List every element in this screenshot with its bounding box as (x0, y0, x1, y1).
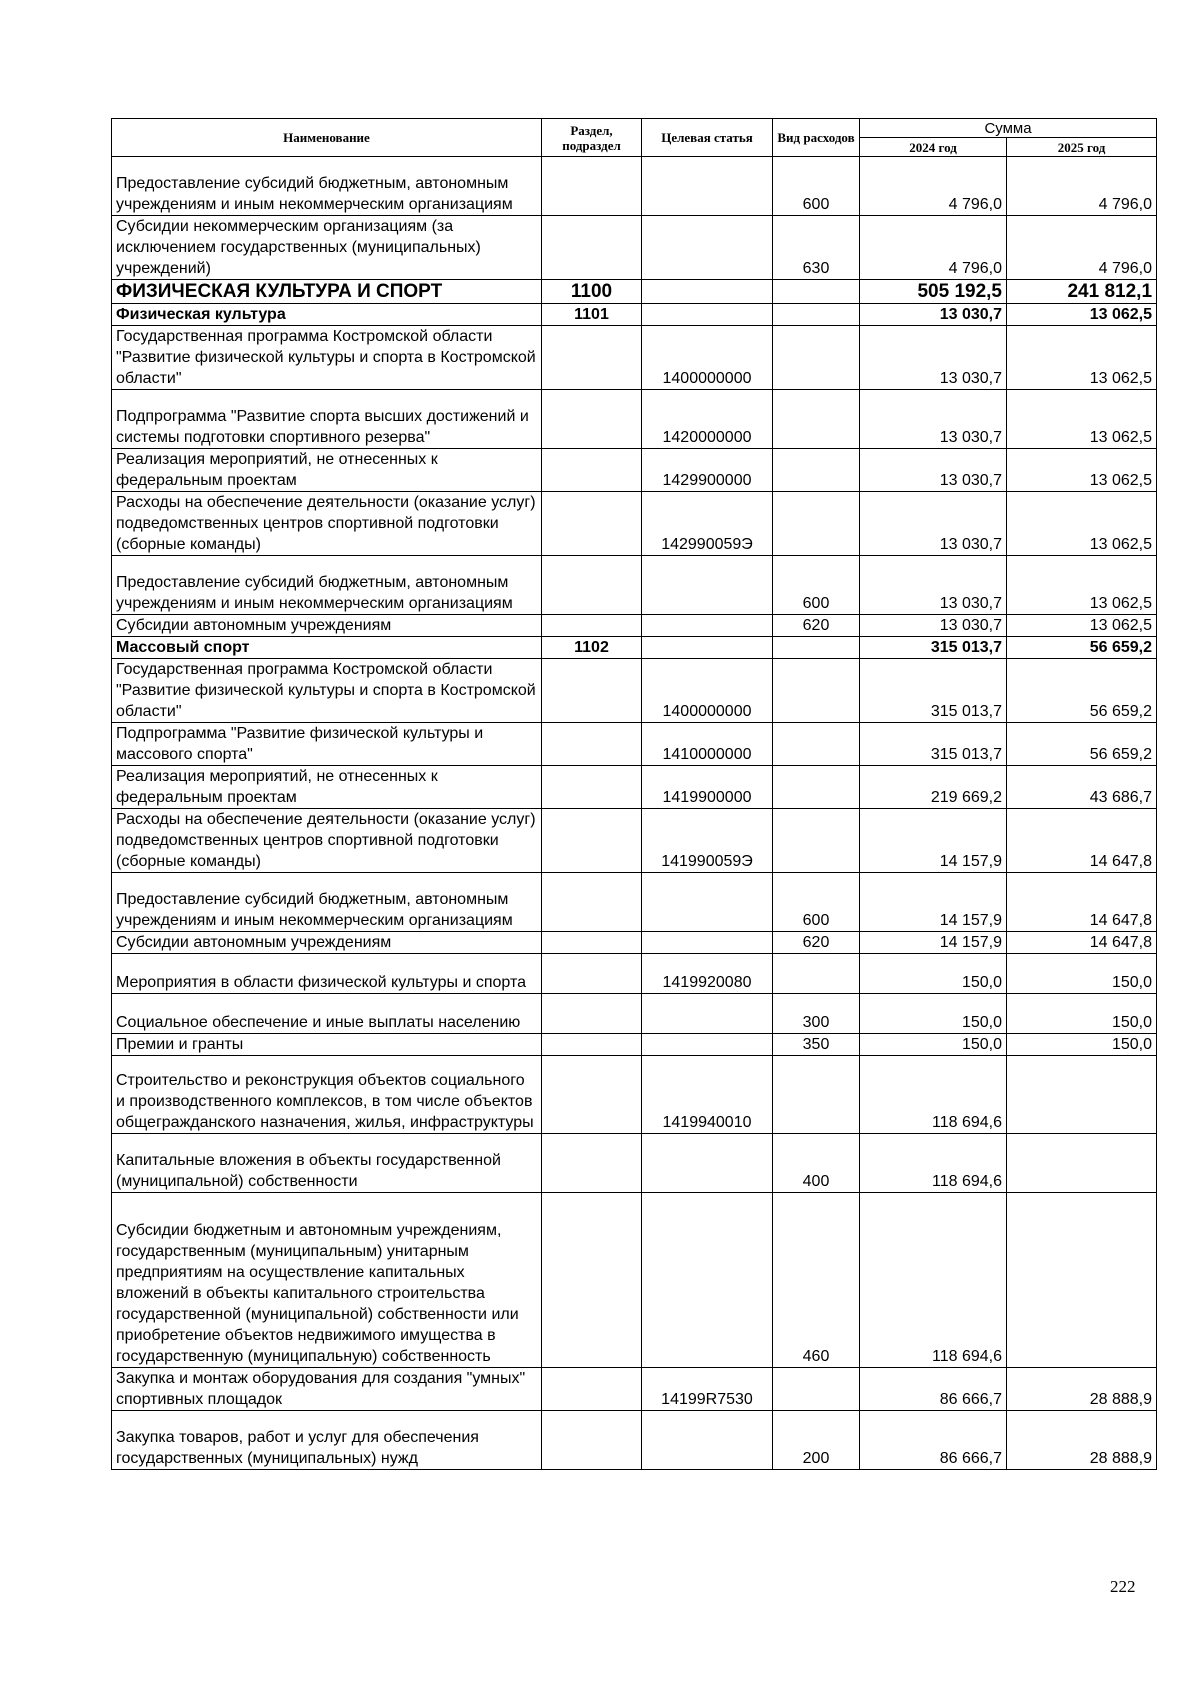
cell-target: 1410000000 (642, 723, 773, 766)
cell-2025: 56 659,2 (1007, 637, 1157, 659)
table-row (112, 280, 1157, 304)
cell-section (542, 723, 642, 766)
cell-target (642, 1193, 773, 1368)
cell-section (542, 766, 642, 809)
cell-target: 142990059Э (642, 492, 773, 556)
header-name: Наименование (112, 119, 542, 157)
cell-2025: 150,0 (1007, 994, 1157, 1034)
cell-name: Реализация мероприятий, не отнесенных к федеральным проектам (112, 766, 542, 809)
cell-section (542, 1193, 642, 1368)
cell-type: 620 (773, 932, 860, 954)
table-row (112, 1056, 1157, 1134)
cell-name: Закупка товаров, работ и услуг для обеспечения государственных (муниципальных) нужд (112, 1411, 542, 1470)
cell-section (542, 449, 642, 492)
cell-2025 (1007, 1056, 1157, 1134)
page-number: 222 (1110, 1577, 1136, 1596)
header-target: Целевая статья (642, 119, 773, 157)
cell-target: 1419900000 (642, 766, 773, 809)
table-row (112, 1411, 1157, 1470)
cell-2024: 315 013,7 (860, 723, 1007, 766)
table-body (112, 157, 1157, 1470)
cell-target: 1420000000 (642, 390, 773, 449)
cell-name: Субсидии бюджетным и автономным учреждениям, государственным (муниципальным) унитарным предприятиям на осуществление капитальных вложений в объекты капитального строительства государственной (муниципальной) собственности или приобретение объектов недвижимого имущества в государственную (муниципальную) собственность (112, 1193, 542, 1368)
cell-name: Физическая культура (112, 304, 542, 326)
cell-2024: 13 030,7 (860, 304, 1007, 326)
cell-name: Строительство и реконструкция объектов социального и производственного комплексов, в том числе объектов общегражданского назначения, жилья, инфраструктуры (112, 1056, 542, 1134)
cell-2024: 13 030,7 (860, 326, 1007, 390)
cell-target: 1400000000 (642, 326, 773, 390)
cell-2025: 13 062,5 (1007, 390, 1157, 449)
cell-type (773, 449, 860, 492)
cell-2025: 13 062,5 (1007, 326, 1157, 390)
cell-target (642, 994, 773, 1034)
cell-name: Мероприятия в области физической культуры и спорта (112, 954, 542, 994)
table-row (112, 873, 1157, 932)
cell-target (642, 637, 773, 659)
cell-name: Капитальные вложения в объекты государственной (муниципальной) собственности (112, 1134, 542, 1193)
cell-2024: 13 030,7 (860, 556, 1007, 615)
cell-type: 620 (773, 615, 860, 637)
table-row (112, 556, 1157, 615)
cell-type: 600 (773, 556, 860, 615)
table-row (112, 809, 1157, 873)
cell-2025: 56 659,2 (1007, 723, 1157, 766)
cell-2024: 14 157,9 (860, 809, 1007, 873)
cell-section (542, 492, 642, 556)
cell-section (542, 1368, 642, 1411)
table-row (112, 766, 1157, 809)
cell-name: ФИЗИЧЕСКАЯ КУЛЬТУРА И СПОРТ (112, 280, 542, 304)
cell-target: 1419920080 (642, 954, 773, 994)
cell-name: Предоставление субсидий бюджетным, автономным учреждениям и иным некоммерческим организациям (112, 556, 542, 615)
cell-2025 (1007, 1193, 1157, 1368)
cell-name: Государственная программа Костромской области "Развитие физической культуры и спорта в Костромской области" (112, 326, 542, 390)
cell-type: 460 (773, 1193, 860, 1368)
cell-2024: 4 796,0 (860, 216, 1007, 280)
cell-type: 200 (773, 1411, 860, 1470)
cell-target (642, 216, 773, 280)
cell-2025: 14 647,8 (1007, 809, 1157, 873)
cell-type (773, 723, 860, 766)
table-row (112, 157, 1157, 216)
cell-name: Премии и гранты (112, 1034, 542, 1056)
cell-type (773, 954, 860, 994)
cell-2025: 13 062,5 (1007, 615, 1157, 637)
cell-type (773, 326, 860, 390)
header-year-2025: 2025 год (1007, 138, 1157, 157)
table-row (112, 1034, 1157, 1056)
cell-type (773, 280, 860, 304)
cell-target (642, 1034, 773, 1056)
cell-section (542, 954, 642, 994)
table-row (112, 637, 1157, 659)
cell-2024: 315 013,7 (860, 659, 1007, 723)
cell-section (542, 1034, 642, 1056)
table-row (112, 216, 1157, 280)
table-row (112, 994, 1157, 1034)
cell-name: Расходы на обеспечение деятельности (оказание услуг) подведомственных центров спортивной подготовки (сборные команды) (112, 809, 542, 873)
cell-2025: 13 062,5 (1007, 304, 1157, 326)
cell-section: 1100 (542, 280, 642, 304)
cell-2024: 14 157,9 (860, 873, 1007, 932)
cell-target (642, 556, 773, 615)
cell-2025: 14 647,8 (1007, 873, 1157, 932)
cell-section (542, 1056, 642, 1134)
budget-table (111, 118, 1157, 1470)
header-section: Раздел, подраздел (542, 119, 642, 157)
table-row (112, 954, 1157, 994)
cell-2024: 86 666,7 (860, 1411, 1007, 1470)
cell-2024: 13 030,7 (860, 615, 1007, 637)
cell-section (542, 1134, 642, 1193)
cell-2025: 14 647,8 (1007, 932, 1157, 954)
table-row (112, 1193, 1157, 1368)
cell-2024: 505 192,5 (860, 280, 1007, 304)
table-row (112, 723, 1157, 766)
cell-2025: 13 062,5 (1007, 556, 1157, 615)
cell-2025: 241 812,1 (1007, 280, 1157, 304)
cell-section (542, 1411, 642, 1470)
cell-section (542, 216, 642, 280)
cell-target: 141990059Э (642, 809, 773, 873)
cell-name: Социальное обеспечение и иные выплаты населению (112, 994, 542, 1034)
header-sum: Сумма (860, 119, 1157, 138)
cell-type (773, 1368, 860, 1411)
cell-2024: 13 030,7 (860, 390, 1007, 449)
cell-section (542, 615, 642, 637)
cell-2025: 13 062,5 (1007, 492, 1157, 556)
table-row (112, 1368, 1157, 1411)
cell-section (542, 556, 642, 615)
table-row (112, 390, 1157, 449)
cell-target (642, 615, 773, 637)
header-type: Вид расходов (773, 119, 860, 157)
cell-2025: 150,0 (1007, 954, 1157, 994)
table-row (112, 304, 1157, 326)
table-row (112, 615, 1157, 637)
cell-type: 300 (773, 994, 860, 1034)
cell-section (542, 809, 642, 873)
cell-2025: 150,0 (1007, 1034, 1157, 1056)
cell-target: 1400000000 (642, 659, 773, 723)
cell-target: 14199R7530 (642, 1368, 773, 1411)
cell-section (542, 326, 642, 390)
cell-name: Государственная программа Костромской области "Развитие физической культуры и спорта в Костромской области" (112, 659, 542, 723)
cell-2024: 150,0 (860, 994, 1007, 1034)
cell-2025: 28 888,9 (1007, 1368, 1157, 1411)
cell-type: 600 (773, 157, 860, 216)
cell-2024: 118 694,6 (860, 1056, 1007, 1134)
cell-type: 350 (773, 1034, 860, 1056)
cell-2024: 150,0 (860, 1034, 1007, 1056)
cell-target (642, 1411, 773, 1470)
table-row (112, 659, 1157, 723)
table-row (112, 492, 1157, 556)
table-row (112, 932, 1157, 954)
cell-section (542, 994, 642, 1034)
cell-name: Субсидии автономным учреждениям (112, 932, 542, 954)
cell-target (642, 932, 773, 954)
cell-type: 600 (773, 873, 860, 932)
cell-2024: 86 666,7 (860, 1368, 1007, 1411)
header-year-2024: 2024 год (860, 138, 1007, 157)
cell-name: Закупка и монтаж оборудования для создания "умных" спортивных площадок (112, 1368, 542, 1411)
cell-name: Реализация мероприятий, не отнесенных к федеральным проектам (112, 449, 542, 492)
cell-type (773, 809, 860, 873)
cell-section (542, 390, 642, 449)
cell-name: Массовый спорт (112, 637, 542, 659)
cell-type (773, 492, 860, 556)
cell-section: 1101 (542, 304, 642, 326)
cell-name: Предоставление субсидий бюджетным, автономным учреждениям и иным некоммерческим организациям (112, 873, 542, 932)
cell-2024: 118 694,6 (860, 1134, 1007, 1193)
cell-target (642, 157, 773, 216)
cell-2024: 13 030,7 (860, 492, 1007, 556)
cell-target (642, 280, 773, 304)
cell-target (642, 1134, 773, 1193)
cell-section (542, 157, 642, 216)
cell-2024: 150,0 (860, 954, 1007, 994)
cell-2025: 56 659,2 (1007, 659, 1157, 723)
table-header (112, 119, 1157, 157)
cell-type (773, 304, 860, 326)
cell-2025: 4 796,0 (1007, 157, 1157, 216)
cell-2025: 4 796,0 (1007, 216, 1157, 280)
table-row (112, 449, 1157, 492)
cell-2024: 315 013,7 (860, 637, 1007, 659)
cell-type (773, 1056, 860, 1134)
cell-2025: 28 888,9 (1007, 1411, 1157, 1470)
cell-section (542, 873, 642, 932)
cell-name: Предоставление субсидий бюджетным, автономным учреждениям и иным некоммерческим организациям (112, 157, 542, 216)
cell-target (642, 873, 773, 932)
cell-target: 1419940010 (642, 1056, 773, 1134)
cell-type (773, 659, 860, 723)
cell-name: Расходы на обеспечение деятельности (оказание услуг) подведомственных центров спортивной подготовки (сборные команды) (112, 492, 542, 556)
cell-section: 1102 (542, 637, 642, 659)
cell-type (773, 766, 860, 809)
cell-section (542, 659, 642, 723)
cell-target (642, 304, 773, 326)
cell-name: Субсидии некоммерческим организациям (за исключением государственных (муниципальных) учреждений) (112, 216, 542, 280)
cell-type (773, 637, 860, 659)
cell-target: 1429900000 (642, 449, 773, 492)
cell-name: Подпрограмма "Развитие спорта высших достижений и системы подготовки спортивного резерва" (112, 390, 542, 449)
cell-2024: 13 030,7 (860, 449, 1007, 492)
cell-2025: 43 686,7 (1007, 766, 1157, 809)
cell-name: Подпрограмма "Развитие физической культуры и массового спорта" (112, 723, 542, 766)
cell-2024: 118 694,6 (860, 1193, 1007, 1368)
cell-2024: 14 157,9 (860, 932, 1007, 954)
table-row (112, 326, 1157, 390)
cell-2025 (1007, 1134, 1157, 1193)
cell-name: Субсидии автономным учреждениям (112, 615, 542, 637)
table-row (112, 1134, 1157, 1193)
cell-section (542, 932, 642, 954)
cell-type: 630 (773, 216, 860, 280)
cell-type (773, 390, 860, 449)
cell-2025: 13 062,5 (1007, 449, 1157, 492)
cell-type: 400 (773, 1134, 860, 1193)
cell-2024: 219 669,2 (860, 766, 1007, 809)
cell-2024: 4 796,0 (860, 157, 1007, 216)
